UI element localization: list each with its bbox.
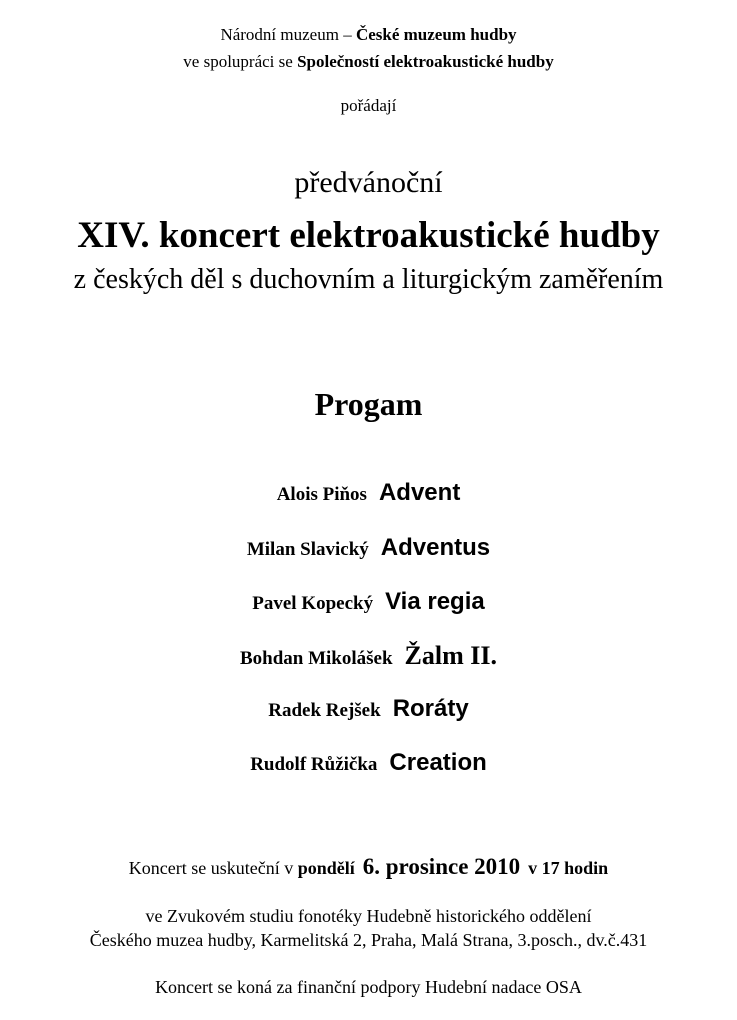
composer-name: Milan Slavický [246, 539, 369, 560]
venue-line-1: ve Zvukovém studiu fonotéky Hudebně historického oddělení [145, 906, 592, 926]
program-item [0, 751, 737, 775]
work-title: Žalm II. [404, 641, 498, 670]
work-title: Creation [389, 749, 487, 776]
work-title: Adventus [380, 534, 491, 561]
composer-name: Bohdan Mikolášek [239, 648, 393, 669]
composer-name: Radek Rejšek [268, 700, 381, 721]
composer-name: Rudolf Růžička [250, 754, 378, 775]
organizer-museum: České muzeum hudby [355, 25, 517, 44]
cooperation-line [0, 53, 737, 70]
organizer-line [0, 26, 737, 43]
cooperation-text: ve spolupráci se [183, 52, 298, 71]
program-item [0, 590, 737, 614]
pre-title: předvánoční [294, 166, 443, 199]
program-item [0, 643, 737, 669]
date-line [0, 855, 737, 878]
composer-name: Alois Piňos [276, 484, 367, 505]
date-day: pondělí [297, 858, 355, 878]
date-prefix: Koncert se uskuteční v [128, 858, 298, 878]
program-heading: Progam [314, 386, 423, 422]
date-time: v 17 hodin [528, 858, 609, 878]
work-title: Advent [378, 479, 461, 506]
date-value: 6. prosince 2010 [362, 854, 521, 879]
organize-verb: pořádají [340, 96, 397, 115]
program-item [0, 481, 737, 505]
program-item [0, 697, 737, 721]
concert-title: XIV. koncert elektroakustické hudby [77, 215, 660, 256]
support-line: Koncert se koná za finanční podpory Hudební nadace OSA [155, 977, 582, 997]
composer-name: Pavel Kopecký [252, 593, 374, 614]
work-title: Roráty [392, 695, 469, 722]
venue-line-2: Českého muzea hudby, Karmelitská 2, Praha, Malá Strana, 3.posch., dv.č.431 [89, 930, 648, 950]
work-title: Via regia [385, 588, 485, 615]
concert-subtitle: z českých děl s duchovním a liturgickým zaměřením [73, 264, 664, 295]
cooperation-society: Společností elektroakustické hudby [297, 52, 554, 71]
organizer-name: Národní muzeum – [220, 25, 356, 44]
program-item [0, 536, 737, 560]
